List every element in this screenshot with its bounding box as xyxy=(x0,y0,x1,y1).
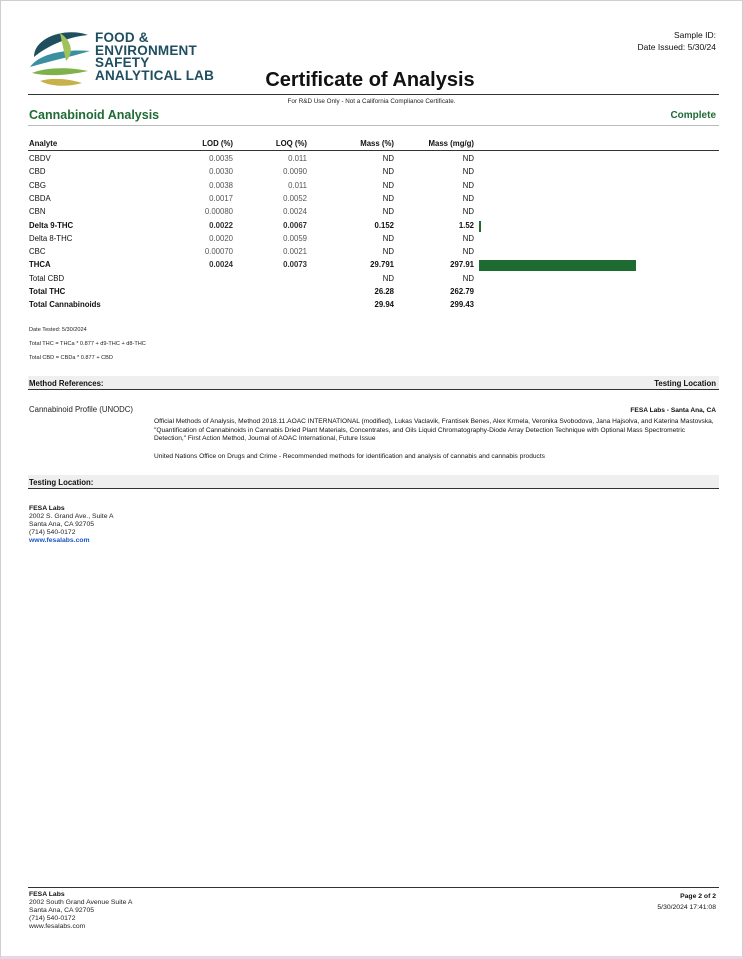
loq-value: 0.011 xyxy=(288,154,307,163)
table-row xyxy=(29,234,719,246)
footer-website: www.fesalabs.com xyxy=(29,923,86,931)
total-mass-pct: 26.28 xyxy=(374,287,394,296)
analyte-name: CBC xyxy=(29,247,46,257)
lod-value: 0.0017 xyxy=(209,193,233,203)
date-issued: Date Issued: 5/30/24 xyxy=(637,42,716,52)
mass-pct-value: 29.791 xyxy=(370,260,394,270)
method-location: FESA Labs - Santa Ana, CA xyxy=(630,407,716,414)
total-row xyxy=(29,300,719,312)
footer-address-line2: Santa Ana, CA 92705 xyxy=(29,907,95,915)
analyte-name: CBD xyxy=(29,167,46,177)
mass-mg-value: ND xyxy=(462,154,474,163)
mass-pct-value: ND xyxy=(382,180,394,190)
mass-mg-value: ND xyxy=(462,233,474,243)
footer-page-info xyxy=(560,891,716,913)
logo-wordmark xyxy=(95,32,214,82)
footer-phone: (714) 540-0172 xyxy=(29,915,76,923)
total-mass-pct: ND xyxy=(382,273,394,283)
analyte-name: CBN xyxy=(29,207,46,217)
lab-website-link[interactable]: www.fesalabs.com xyxy=(29,536,90,544)
lab-address-line2: Santa Ana, CA 92705 xyxy=(29,520,95,528)
loq-value: 0.0021 xyxy=(283,247,307,257)
table-row xyxy=(29,154,719,166)
analyte-name: CBG xyxy=(29,180,46,190)
table-row xyxy=(29,194,719,206)
table-row xyxy=(29,221,719,233)
mass-bar xyxy=(479,221,481,232)
loq-value: 0.0090 xyxy=(283,167,307,177)
lod-value: 0.0022 xyxy=(209,220,233,230)
total-row xyxy=(29,274,719,286)
mass-mg-value: ND xyxy=(462,193,474,203)
mass-bar xyxy=(479,260,636,271)
mass-pct-value: ND xyxy=(382,167,394,177)
lab-phone: (714) 540-0172 xyxy=(29,528,76,536)
logo-line: ANALYTICAL LAB xyxy=(95,67,215,83)
mass-pct-value: ND xyxy=(382,233,394,243)
footer-address-block xyxy=(29,891,132,931)
analyte-name: Delta 9-THC xyxy=(29,220,74,230)
total-mass-mg: 299.43 xyxy=(450,300,474,310)
mass-mg-value: 297.91 xyxy=(450,260,474,270)
compliance-note: For R&D Use Only - Not a California Compliance Certificate. xyxy=(287,98,456,105)
loq-value: 0.0059 xyxy=(283,233,307,243)
loq-value: 0.0052 xyxy=(283,193,307,203)
method-name: Cannabinoid Profile (UNODC) xyxy=(29,405,133,414)
mass-mg-value: ND xyxy=(462,167,474,177)
lod-value: 0.0035 xyxy=(209,154,233,163)
date-tested: Date Tested: 5/30/2024 xyxy=(29,327,87,333)
total-name: Total Cannabinoids xyxy=(29,300,101,310)
method-references-band xyxy=(28,376,719,390)
testing-location-heading: Testing Location xyxy=(654,379,716,388)
col-loq: LOQ (%) xyxy=(275,139,307,148)
loq-value: 0.011 xyxy=(288,180,307,190)
mass-pct-value: ND xyxy=(382,247,394,257)
logo-line: SAFETY xyxy=(95,55,150,70)
mass-mg-value: ND xyxy=(462,180,474,190)
logo-line: FOOD & xyxy=(95,30,149,45)
method-reference-unodc: United Nations Office on Drugs and Crime - Recommended methods for identification and analysis of cannabis and cannabis products xyxy=(154,453,545,460)
status-label: Complete xyxy=(670,110,716,121)
section-divider xyxy=(28,125,719,126)
lod-value: 0.0038 xyxy=(209,180,233,190)
thc-formula: Total THC = THCa * 0.877 + d9-THC + d8-THC xyxy=(29,341,146,347)
table-row xyxy=(29,260,719,272)
lod-value: 0.0030 xyxy=(209,167,233,177)
table-header-divider xyxy=(28,150,719,151)
total-name: Total CBD xyxy=(29,273,65,283)
lod-value: 0.0020 xyxy=(209,233,233,243)
table-row xyxy=(29,181,719,193)
analyte-name: CBDA xyxy=(29,193,51,203)
print-timestamp: 5/30/2024 17:41:08 xyxy=(657,904,716,911)
table-row xyxy=(29,247,719,259)
cbd-formula: Total CBD = CBDa * 0.877 + CBD xyxy=(29,355,113,361)
total-mass-pct: 29.94 xyxy=(374,300,394,310)
sample-info xyxy=(560,29,716,53)
page-number: Page 2 of 2 xyxy=(680,893,716,900)
mass-mg-value: ND xyxy=(462,247,474,257)
testing-location-band xyxy=(28,475,719,489)
logo-line: ENVIRONMENT xyxy=(95,42,197,58)
mass-mg-value: 1.52 xyxy=(458,220,474,230)
loq-value: 0.0024 xyxy=(283,207,307,217)
table-row xyxy=(29,167,719,179)
lod-value: 0.00070 xyxy=(204,247,233,257)
sample-id-label: Sample ID: xyxy=(673,30,716,40)
col-lod: LOD (%) xyxy=(202,139,233,148)
table-row xyxy=(29,207,719,219)
lab-address-block xyxy=(29,505,114,545)
mass-mg-value: ND xyxy=(462,207,474,217)
loq-value: 0.0073 xyxy=(283,260,307,270)
header-divider xyxy=(28,94,719,95)
analyte-name: THCA xyxy=(29,260,51,270)
analyte-name: CBDV xyxy=(29,154,51,163)
analyte-name: Delta 8-THC xyxy=(29,233,73,243)
lod-value: 0.0024 xyxy=(209,260,233,270)
total-row xyxy=(29,287,719,299)
footer-lab-name: FESA Labs xyxy=(29,891,65,898)
footer-divider xyxy=(28,887,719,888)
total-mass-mg: 262.79 xyxy=(450,287,474,296)
testing-location-label: Testing Location: xyxy=(29,478,94,487)
mass-pct-value: ND xyxy=(382,154,394,163)
total-name: Total THC xyxy=(29,287,66,296)
lab-name: FESA Labs xyxy=(29,505,65,512)
loq-value: 0.0067 xyxy=(283,220,307,230)
page-title: Certificate of Analysis xyxy=(265,69,475,91)
method-references-label: Method References: xyxy=(29,379,104,388)
lab-address-line1: 2002 S. Grand Ave., Suite A xyxy=(29,512,114,520)
footer-address-line1: 2002 South Grand Avenue Suite A xyxy=(29,899,133,907)
mass-pct-value: 0.152 xyxy=(374,220,394,230)
mass-pct-value: ND xyxy=(382,207,394,217)
method-reference-aoac: Official Methods of Analysis, Method 2018.11.AOAC INTERNATIONAL (modified), Lukas Vaclavik, Frantisek Benes, Alex Krmela, Veronika Svobodova, Jana Hajsolva, and Katerina Mastovska, "Quantification of Cannabinoids in Cannabis Dried Plant Materials, Concentrates, and Oils Liquid Chromatography-Diode Array Detection Technique with Optional Mass Spectrometric Detection," First Action Method, Journal of AOAC International, Future Issue xyxy=(154,418,714,443)
section-title: Cannabinoid Analysis xyxy=(29,108,160,122)
total-mass-mg: ND xyxy=(462,273,474,283)
mass-pct-value: ND xyxy=(382,193,394,203)
leaf-wave-logo-icon xyxy=(26,27,92,89)
lod-value: 0.00080 xyxy=(204,207,233,217)
col-mass-mg: Mass (mg/g) xyxy=(428,139,474,148)
col-analyte: Analyte xyxy=(29,139,58,148)
col-mass-pct: Mass (%) xyxy=(360,139,394,148)
